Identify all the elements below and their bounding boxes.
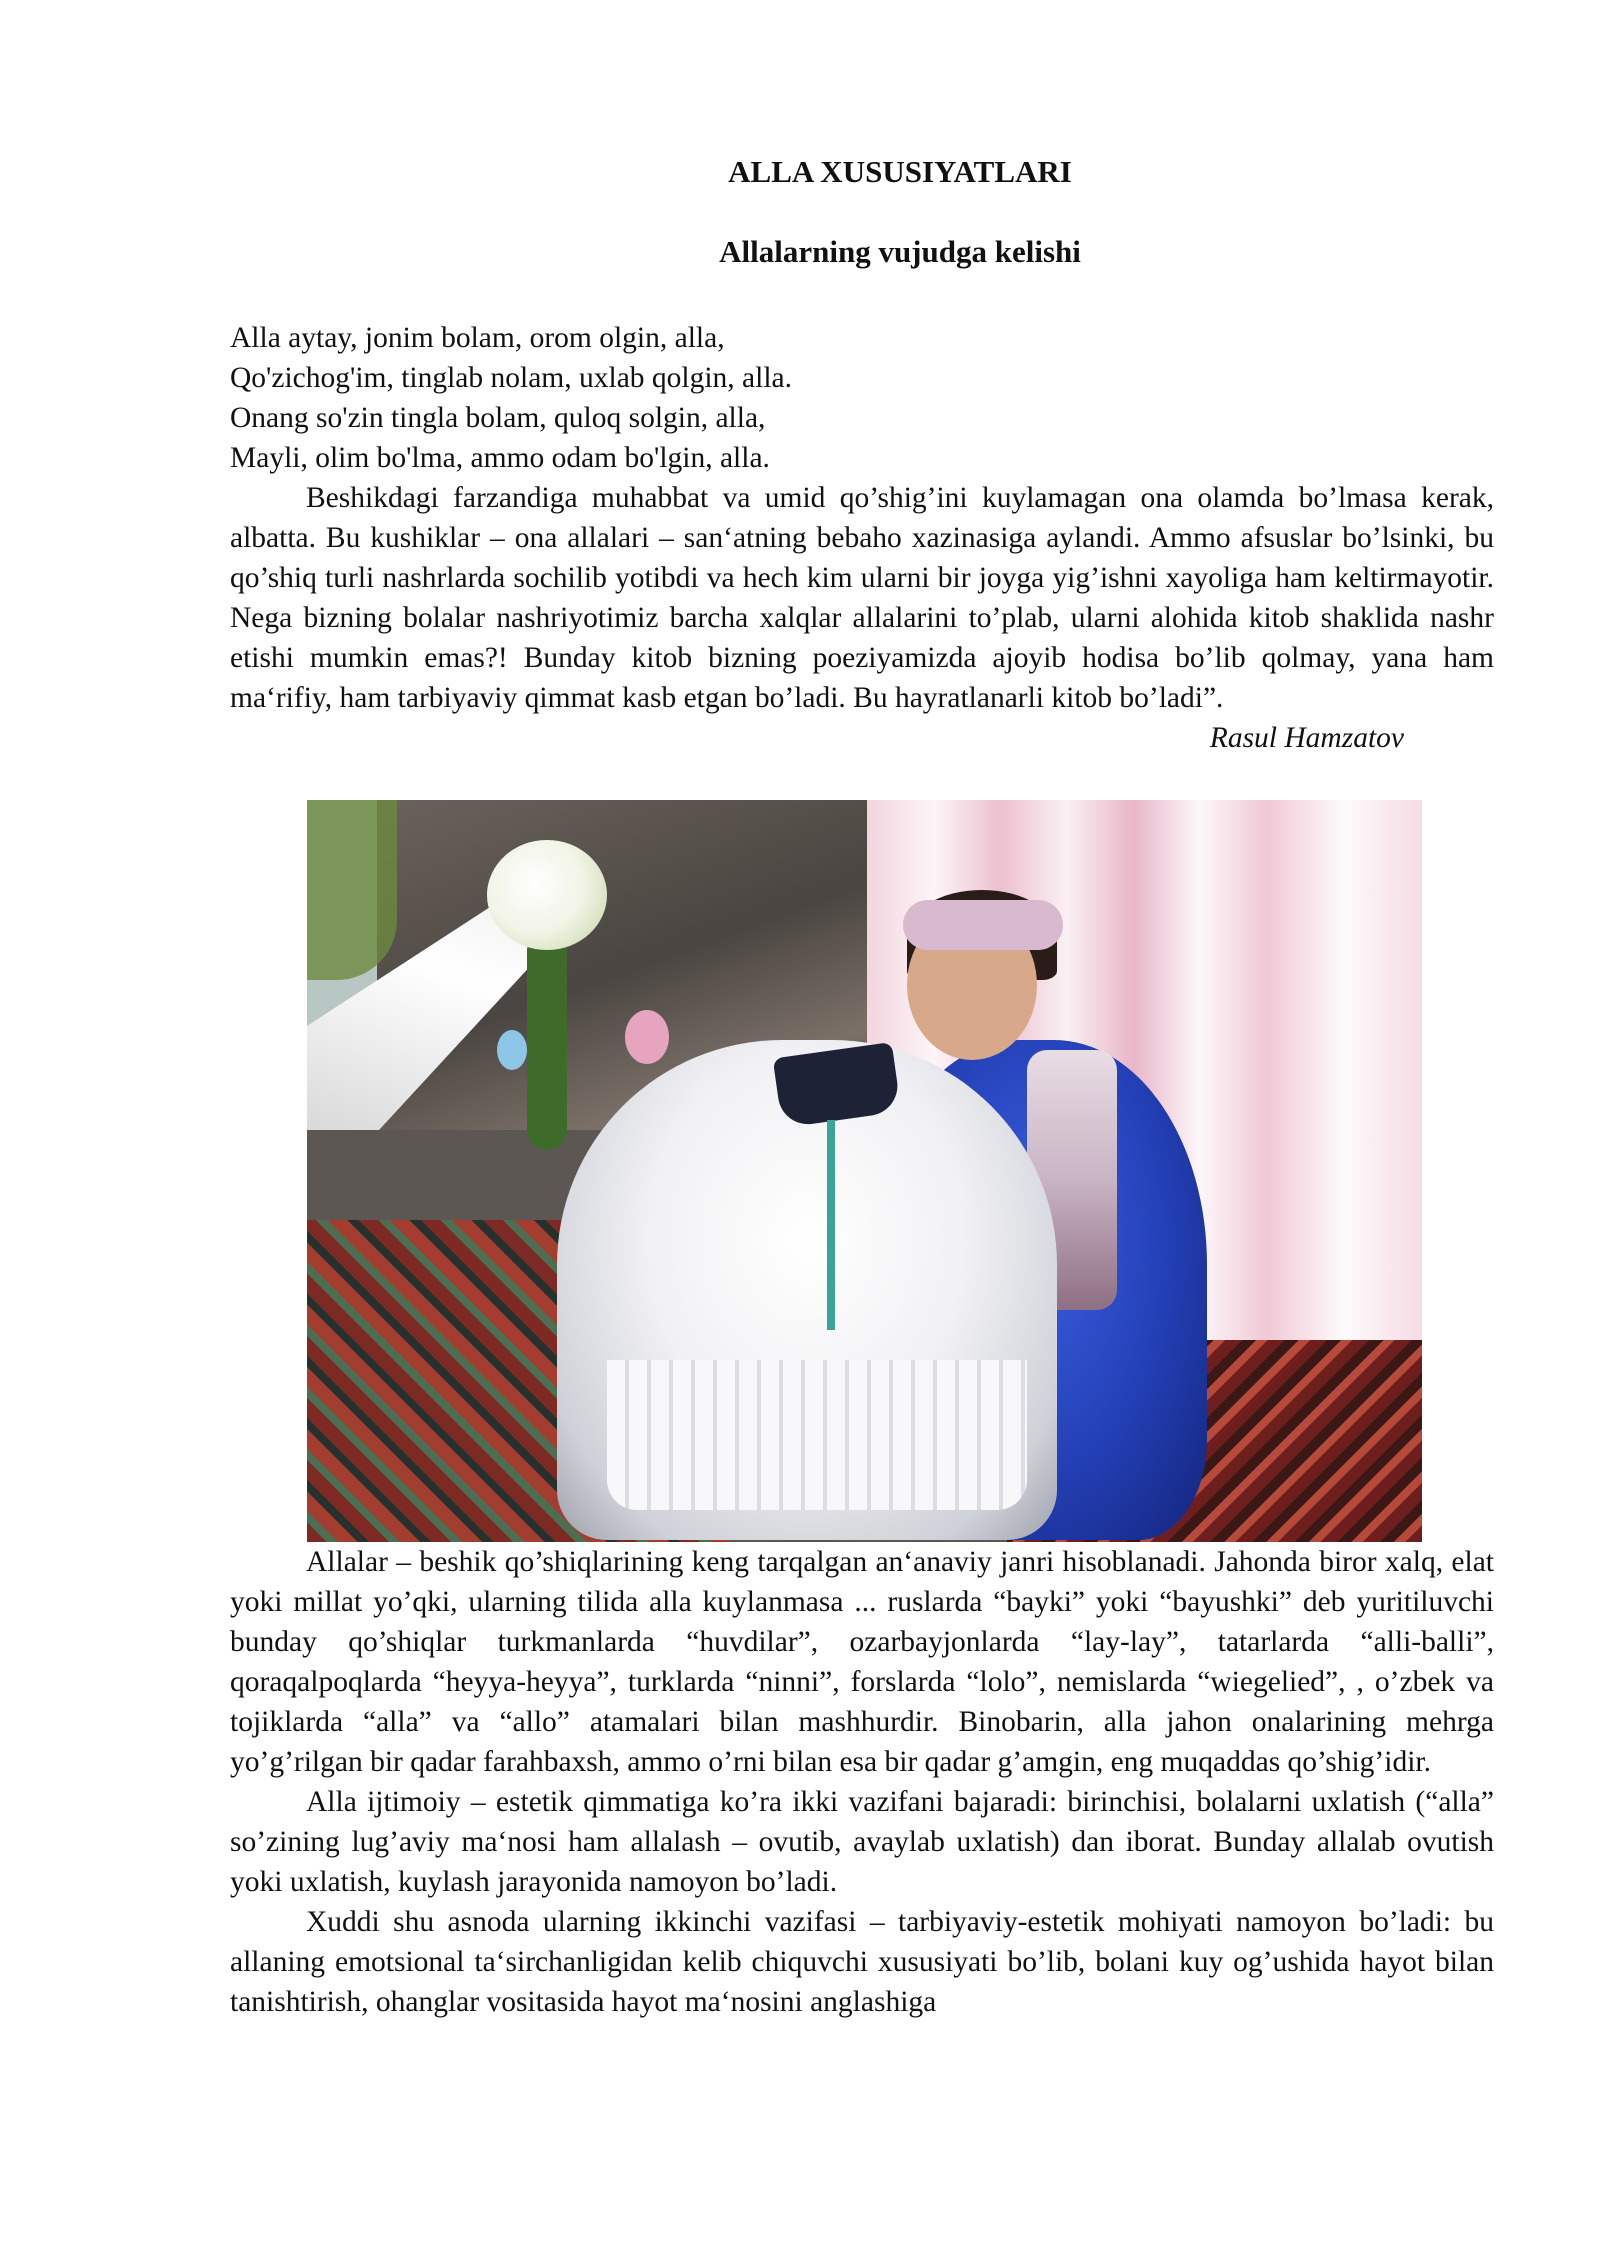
quote-author: Rasul Hamzatov — [1209, 722, 1404, 754]
bead-string — [827, 1120, 835, 1330]
section-title: Allalarning vujudga kelishi — [719, 234, 1081, 269]
paragraph: Alla ijtimoiy – estetik qimmatiga ko’ra ikki vazifani bajaradi: birinchisi, bolalarni uxlatish (“alla” so’zining lug’aviy ma‘nosi ham allalash – ovutib, avaylab uxlatish) dan iborat. Bunday allalab ovutish yoki uxlatish, kuylash jarayonida namoyon bo’ladi. — [230, 1786, 1494, 1898]
headband — [903, 900, 1063, 950]
tree-foliage — [307, 800, 397, 980]
poem-line: Onang so'zin tingla bolam, quloq solgin, alla, — [230, 402, 766, 434]
flower-bouquet — [487, 840, 607, 950]
poem-and-quote — [230, 318, 1494, 758]
paragraph: Xuddi shu asnoda ularning ikkinchi vazifasi – tarbiyaviy-estetik mohiyati namoyon bo’ladi: bu allaning emotsional ta‘sirchanligidan kelib chiquvchi xususiyati bo’lib, bolani kuy og’ushida hayot bilan tanishtirish, ohanglar vositasida hayot ma‘nosini anglashiga — [230, 1906, 1494, 2018]
blue-balloon — [497, 1030, 527, 1070]
quote-paragraph: Beshikdagi farzandiga muhabbat va umid qo’shig’ini kuylamagan ona olamda bo’lmasa kerak, albatta. Bu kushiklar – ona allalari – san‘atning bebaho xazinasiga aylandi. Ammo afsuslar bo’lsinki, bu qo’shiq turli nashrlarda sochilib yotibdi va hech kim ularni bir joyga yig’ishni xayoliga ham keltirmayotir. Nega bizning bolalar nashriyotimiz barcha xalqlar allalarini to’plab, ularni alohida kitob shaklida nashr etishi mumkin emas?! Bunday kitob bizning poeziyamizda ajoyib hodisa bo’lib qolmay, yana ham ma‘rifiy, ham tarbiyaviy qimmat kasb etgan bo’ladi. Bu hayratlanarli kitob bo’ladi”. — [230, 482, 1494, 714]
cradle-lace — [607, 1360, 1027, 1510]
poem-line: Mayli, olim bo'lma, ammo odam bo'lgin, alla. — [230, 442, 770, 474]
body-text — [230, 1542, 1494, 2022]
poem-line: Alla aytay, jonim bolam, orom olgin, alla, — [230, 322, 725, 354]
document-title: ALLA XUSUSIYATLARI — [728, 154, 1072, 189]
cradle-photo — [307, 800, 1422, 1542]
flower-garland — [527, 930, 567, 1150]
paragraph: Allalar – beshik qo’shiqlarining keng tarqalgan an‘anaviy janri hisoblanadi. Jahonda biror xalq, elat yoki millat yo’qki, ularning tilida alla kuylanmasa ... ruslarda “bayki” yoki “bayushki” deb yuritiluvchi bunday qo’shiqlar turkmanlarda “huvdilar”, ozarbayjonlarda “lay-lay”, tatarlarda “alli-balli”, qoraqalpoqlarda “heyya-heyya”, turklarda “ninni”, forslarda “lolo”, nemislarda “wiegelied”, , o’zbek va tojiklarda “alla” va “allo” atamalari bilan mashhurdir. Binobarin, alla jahon onalarining mehrga yo’g’rilgan bir qadar farahbaxsh, ammo o’rni bilan esa bir qadar g’amgin, eng muqaddas qo’shig’idir. — [230, 1546, 1494, 1778]
poem-line: Qo'zichog'im, tinglab nolam, uxlab qolgin, alla. — [230, 362, 793, 394]
pink-balloon — [625, 1010, 669, 1064]
